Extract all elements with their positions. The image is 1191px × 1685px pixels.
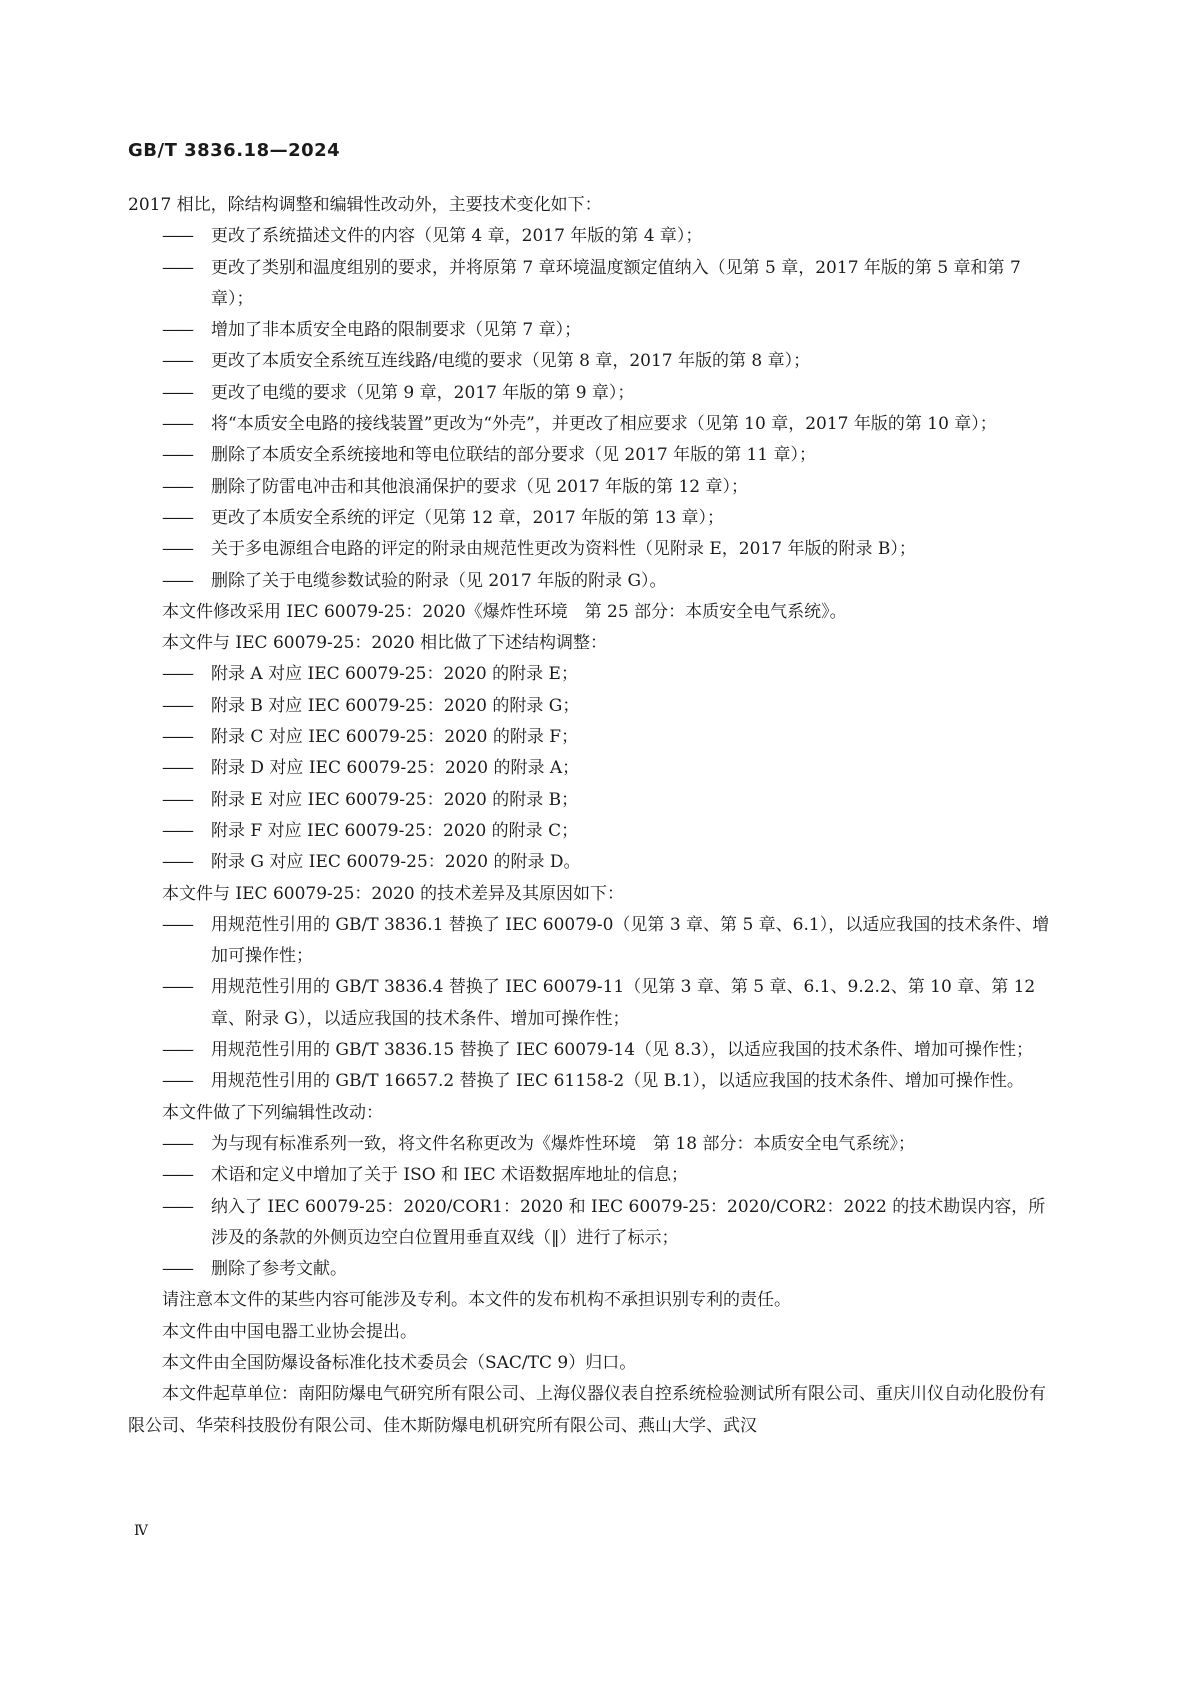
diff-intro: 本文件与 IEC 60079-25：2020 的技术差异及其原因如下： [162,883,625,904]
document-body [128,190,1054,1442]
standard-code: GB/T 3836.18—2024 [128,140,341,161]
list-item: —— 纳入了 IEC 60079-25：2020/COR1：2020 和 IEC 60079-25：2020/COR2：2022 的技术勘误内容，所涉及的条款的外侧页边空白位置用垂直双线（‖）进行了标示； [128,1192,1054,1255]
editorial-changes-list [128,1129,1054,1285]
list-item: —— 关于多电源组合电路的评定的附录由规范性更改为资料性（见附录 E，2017 年版的附录 B）； [128,534,1054,565]
managed-by: 本文件由全国防爆设备标准化技术委员会（SAC/TC 9）归口。 [162,1352,637,1373]
list-item: —— 为与现有标准系列一致，将文件名称更改为《爆炸性环境 第 18 部分：本质安全电气系统》； [128,1129,1054,1160]
list-item: —— 用规范性引用的 GB/T 3836.15 替换了 IEC 60079-14（见 8.3），以适应我国的技术条件、增加可操作性； [128,1035,1054,1066]
list-item: —— 增加了非本质安全电路的限制要求（见第 7 章）； [128,315,1054,346]
list-item: —— 更改了电缆的要求（见第 9 章，2017 年版的第 9 章）； [128,378,1054,409]
list-item: —— 将“本质安全电路的接线装置”更改为“外壳”，并更改了相应要求（见第 10 章，2017 年版的第 10 章）； [128,409,1054,440]
list-item: —— 更改了本质安全系统互连线路/电缆的要求（见第 8 章，2017 年版的第 8 章）； [128,346,1054,377]
structure-changes-list [128,659,1054,878]
list-item: —— 附录 B 对应 IEC 60079-25：2020 的附录 G； [128,691,1054,722]
list-item: —— 删除了关于电缆参数试验的附录（见 2017 年版的附录 G）。 [128,566,1054,597]
list-item: —— 术语和定义中增加了关于 ISO 和 IEC 术语数据库地址的信息； [128,1160,1054,1191]
list-item: —— 用规范性引用的 GB/T 16657.2 替换了 IEC 61158-2（见 B.1），以适应我国的技术条件、增加可操作性。 [128,1066,1054,1097]
intro-continuation: 2017 相比，除结构调整和编辑性改动外，主要技术变化如下： [128,195,602,215]
adoption-statement: 本文件修改采用 IEC 60079-25：2020《爆炸性环境 第 25 部分：本质安全电气系统》。 [162,601,847,622]
list-item: —— 附录 E 对应 IEC 60079-25：2020 的附录 B； [128,785,1054,816]
page-number: Ⅳ [134,1523,148,1539]
diff-changes-list [128,910,1054,1098]
tech-changes-list [128,221,1054,597]
list-item: —— 用规范性引用的 GB/T 3836.1 替换了 IEC 60079-0（见第 3 章、第 5 章、6.1），以适应我国的技术条件、增加可操作性； [128,910,1054,973]
list-item: —— 附录 F 对应 IEC 60079-25：2020 的附录 C； [128,816,1054,847]
list-item: —— 用规范性引用的 GB/T 3836.4 替换了 IEC 60079-11（见第 3 章、第 5 章、6.1、9.2.2、第 10 章、第 12 章、附录 G），以适应我国的技术条件、增加可操作性； [128,972,1054,1035]
list-item: —— 附录 D 对应 IEC 60079-25：2020 的附录 A； [128,753,1054,784]
drafting-units: 本文件起草单位：南阳防爆电气研究所有限公司、上海仪器仪表自控系统检验测试所有限公司、重庆川仪自动化股份有限公司、华荣科技股份有限公司、佳木斯防爆电机研究所有限公司、燕山大学、武汉 [128,1384,1046,1436]
structure-intro: 本文件与 IEC 60079-25：2020 相比做了下述结构调整： [162,633,608,654]
list-item: —— 删除了参考文献。 [128,1254,1054,1285]
proposed-by: 本文件由中国电器工业协会提出。 [162,1321,417,1342]
list-item: —— 删除了本质安全系统接地和等电位联结的部分要求（见 2017 年版的第 11 章）； [128,440,1054,471]
patent-notice: 请注意本文件的某些内容可能涉及专利。本文件的发布机构不承担识别专利的责任。 [162,1290,791,1311]
list-item: —— 更改了类别和温度组别的要求，并将原第 7 章环境温度额定值纳入（见第 5 章，2017 年版的第 5 章和第 7 章）； [128,253,1054,316]
list-item: —— 更改了本质安全系统的评定（见第 12 章，2017 年版的第 13 章）； [128,503,1054,534]
list-item: —— 更改了系统描述文件的内容（见第 4 章，2017 年版的第 4 章）； [128,221,1054,252]
list-item: —— 删除了防雷电冲击和其他浪涌保护的要求（见 2017 年版的第 12 章）； [128,472,1054,503]
editorial-intro: 本文件做了下列编辑性改动： [162,1102,383,1123]
list-item: —— 附录 A 对应 IEC 60079-25：2020 的附录 E； [128,659,1054,690]
list-item: —— 附录 C 对应 IEC 60079-25：2020 的附录 F； [128,722,1054,753]
list-item: —— 附录 G 对应 IEC 60079-25：2020 的附录 D。 [128,847,1054,878]
